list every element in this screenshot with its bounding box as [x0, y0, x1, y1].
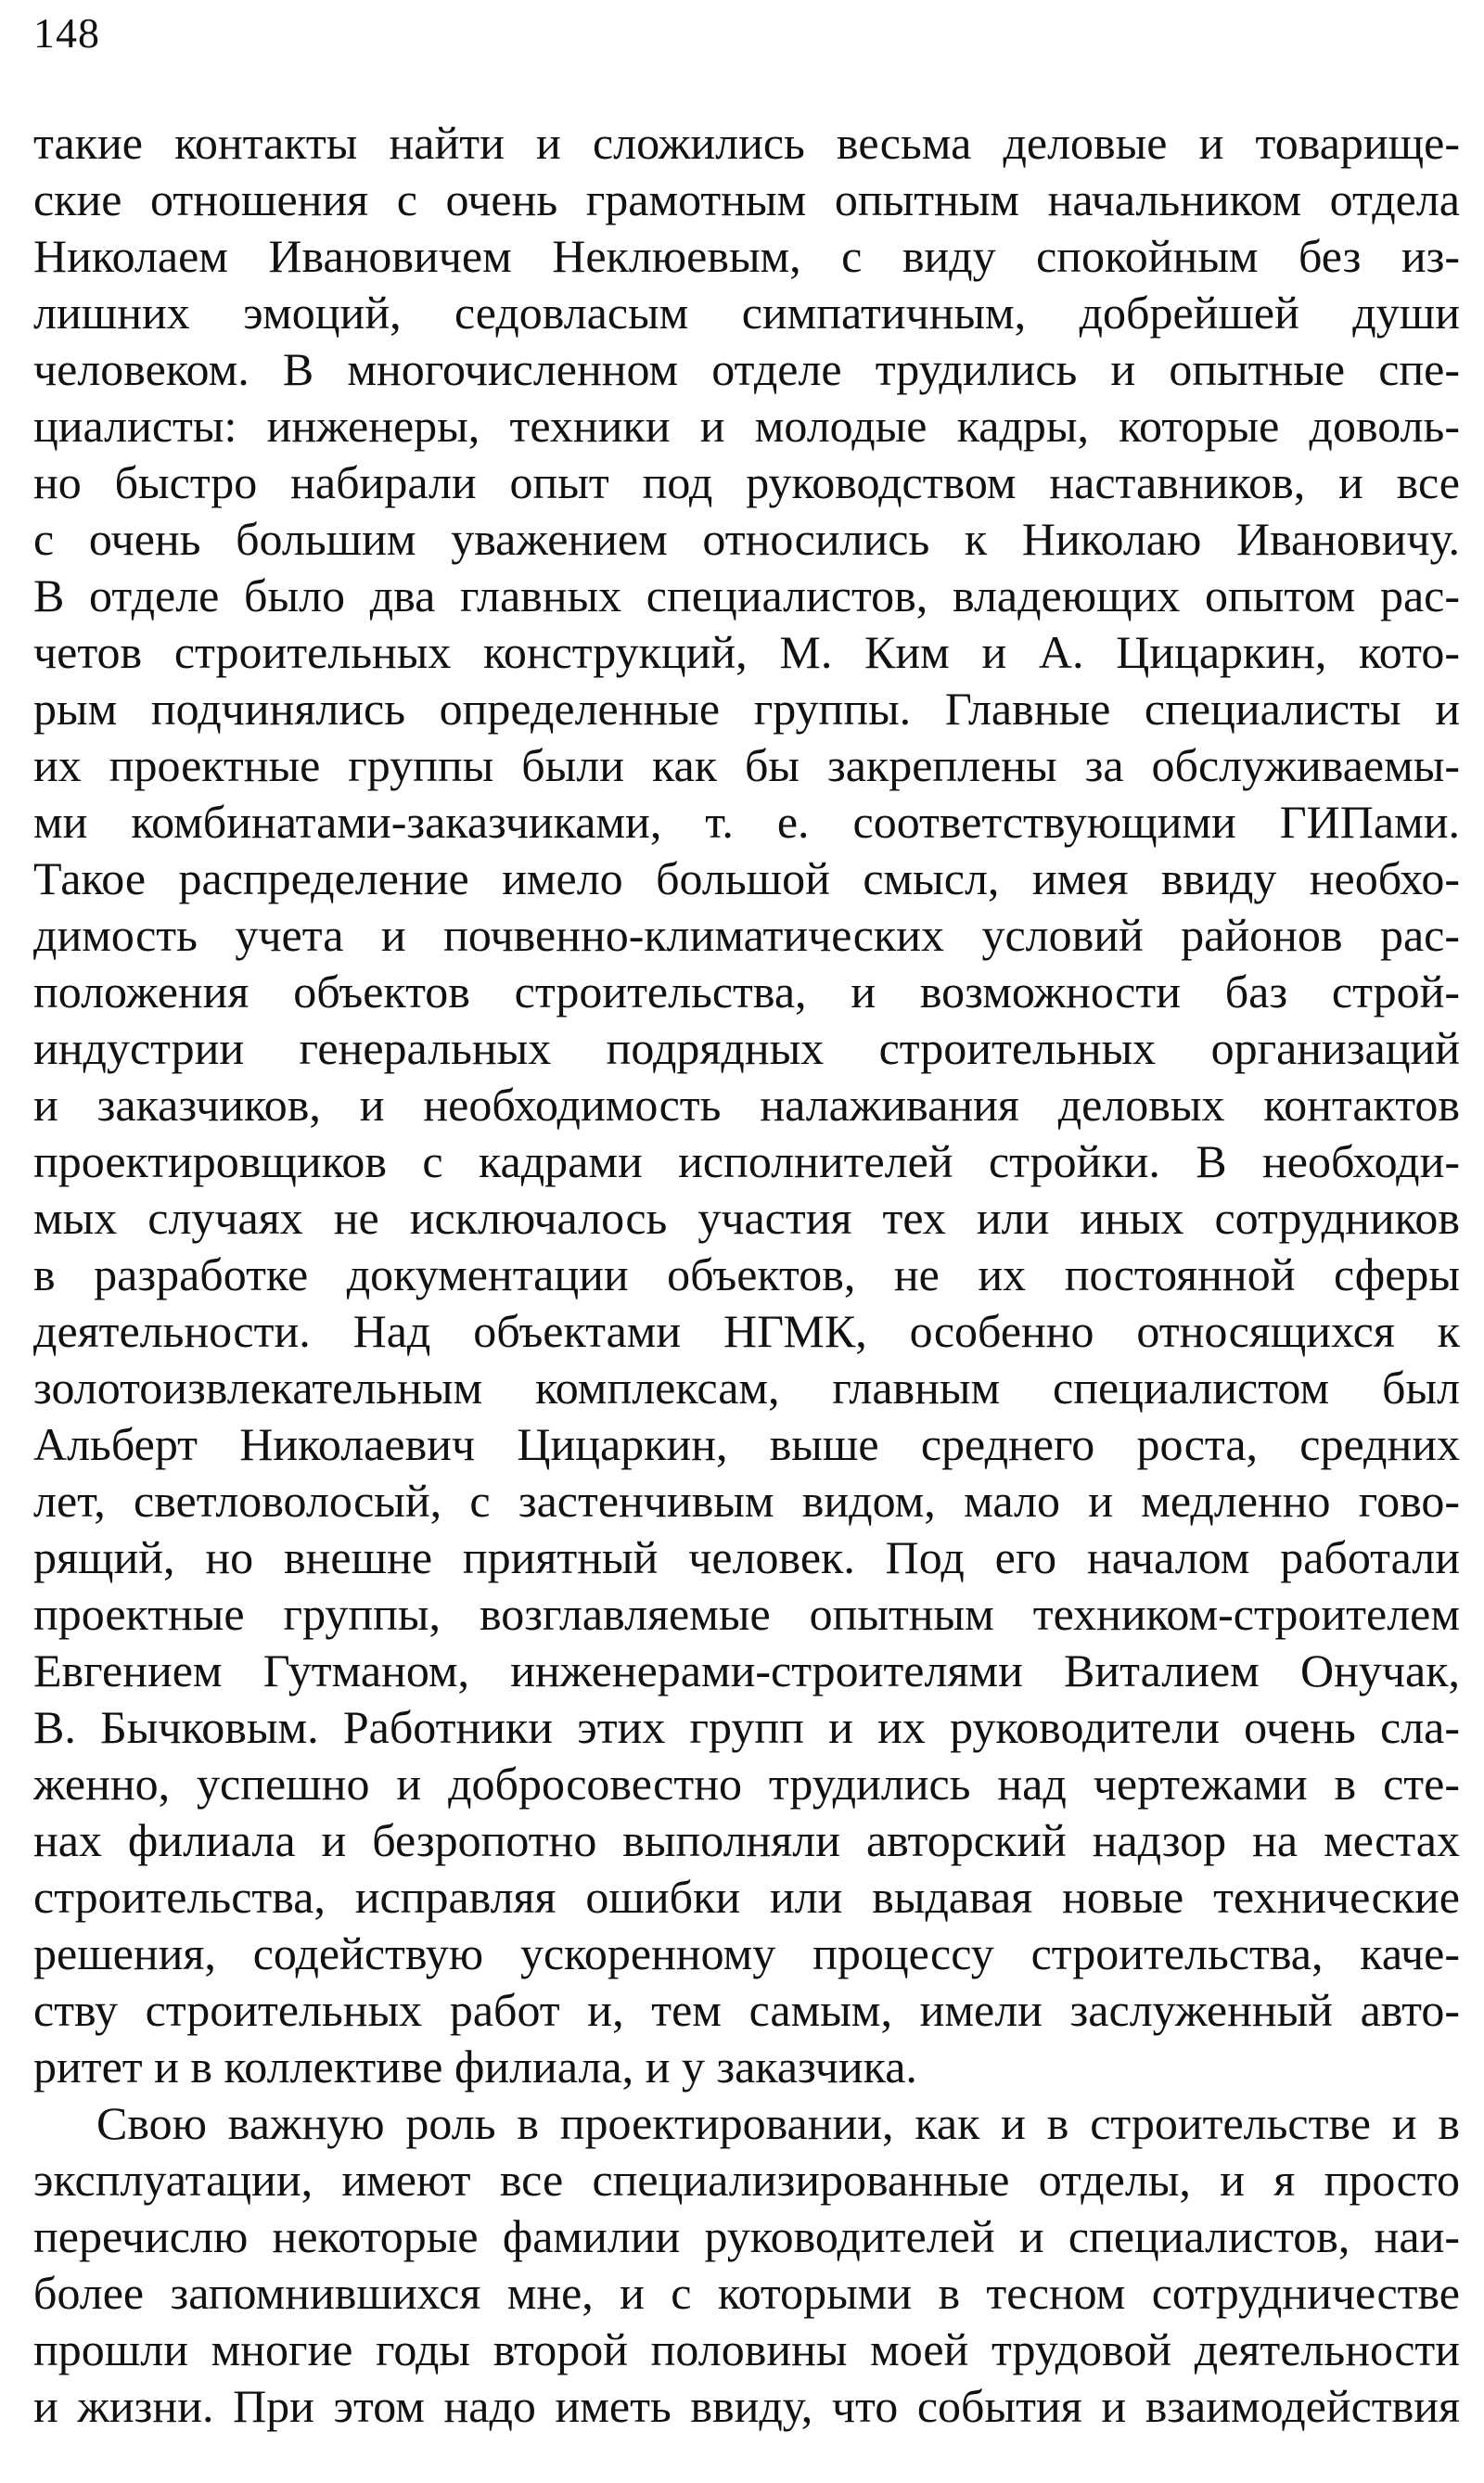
text-line: Такое распределение имело большой смысл, имея ввиду необхо-: [33, 852, 1460, 904]
text-line: Альберт Николаевич Цицаркин, выше среднего роста, средних: [33, 1418, 1460, 1470]
text-line: четов строительных конструкций, М. Ким и А. Цицаркин, кото-: [33, 626, 1460, 678]
text-line: рым подчинялись определенные группы. Главные специалисты и: [33, 683, 1460, 735]
page-number: 148: [33, 9, 100, 57]
text-line: в разработке документации объектов, не их постоянной сферы: [33, 1248, 1460, 1300]
text-line: димость учета и почвенно-климатических условий районов рас-: [33, 909, 1460, 961]
text-line: перечислю некоторые фамилии руководителей и специалистов, наи-: [33, 2210, 1460, 2262]
text-line: но быстро набирали опыт под руководством наставников, и все: [33, 456, 1460, 508]
text-line: женно, успешно и добросовестно трудились над чертежами в сте-: [33, 1758, 1460, 1810]
text-line: положения объектов строительства, и возможности баз строй-: [33, 966, 1460, 1018]
text-line: лишних эмоций, седовласым симпатичным, добрейшей души: [33, 287, 1460, 339]
text-line: прошли многие годы второй половины моей трудовой деятельности: [33, 2323, 1460, 2375]
text-line: циалисты: инженеры, техники и молодые кадры, которые доволь-: [33, 400, 1460, 452]
text-line: Николаем Ивановичем Неклюевым, с виду спокойным без из-: [33, 230, 1460, 282]
text-line: решения, содействую ускоренному процессу строительства, каче-: [33, 1927, 1460, 1979]
text-line: строительства, исправляя ошибки или выдавая новые технические: [33, 1871, 1460, 1923]
paragraph: [33, 2095, 1460, 2435]
paragraph: [33, 115, 1460, 2095]
text-line: ми комбинатами-заказчиками, т. е. соответствующими ГИПами.: [33, 796, 1460, 848]
text-line: ству строительных работ и, тем самым, имели заслуженный авто-: [33, 1984, 1460, 2036]
text-line: индустрии генеральных подрядных строительных организаций: [33, 1022, 1460, 1074]
text-line: проектировщиков с кадрами исполнителей стройки. В необходи-: [33, 1135, 1460, 1187]
text-line: более запомнившихся мне, и с которыми в тесном сотрудничестве: [33, 2267, 1460, 2319]
text-line: рящий, но внешне приятный человек. Под его началом работали: [33, 1531, 1460, 1583]
text-line: и заказчиков, и необходимость налаживания деловых контактов: [33, 1079, 1460, 1131]
text-line: такие контакты найти и сложились весьма деловые и товарище-: [33, 117, 1460, 169]
text-line: золотоизвлекательным комплексам, главным специалистом был: [33, 1362, 1460, 1414]
text-line: Свою важную роль в проектировании, как и в строительстве и в: [96, 2097, 1460, 2149]
text-line: ритет и в коллективе филиала, и у заказчика.: [33, 2041, 917, 2093]
text-line: В отделе было два главных специалистов, владеющих опытом рас-: [33, 570, 1460, 621]
text-line: их проектные группы были как бы закреплены за обслуживаемы-: [33, 739, 1460, 791]
text-line: В. Бычковым. Работники этих групп и их руководители очень сла-: [33, 1701, 1460, 1753]
text-line: мых случаях не исключалось участия тех или иных сотрудников: [33, 1192, 1460, 1244]
body-text: [33, 115, 1460, 2435]
text-line: с очень большим уважением относились к Николаю Ивановичу.: [33, 513, 1460, 565]
text-line: ские отношения с очень грамотным опытным начальником отдела: [33, 173, 1460, 225]
text-line: проектные группы, возглавляемые опытным техником-строителем: [33, 1588, 1460, 1640]
text-line: нах филиала и безропотно выполняли авторский надзор на местах: [33, 1814, 1460, 1866]
text-line: деятельности. Над объектами НГМК, особенно относящихся к: [33, 1305, 1460, 1357]
text-line: и жизни. При этом надо иметь ввиду, что события и взаимодействия: [33, 2380, 1460, 2432]
text-line: человеком. В многочисленном отделе трудились и опытные спе-: [33, 343, 1460, 395]
text-line: эксплуатации, имеют все специализированные отделы, и я просто: [33, 2154, 1460, 2206]
text-line: Евгением Гутманом, инженерами-строителями Виталием Онучак,: [33, 1645, 1460, 1696]
text-line: лет, светловолосый, с застенчивым видом, мало и медленно гово-: [33, 1475, 1460, 1527]
